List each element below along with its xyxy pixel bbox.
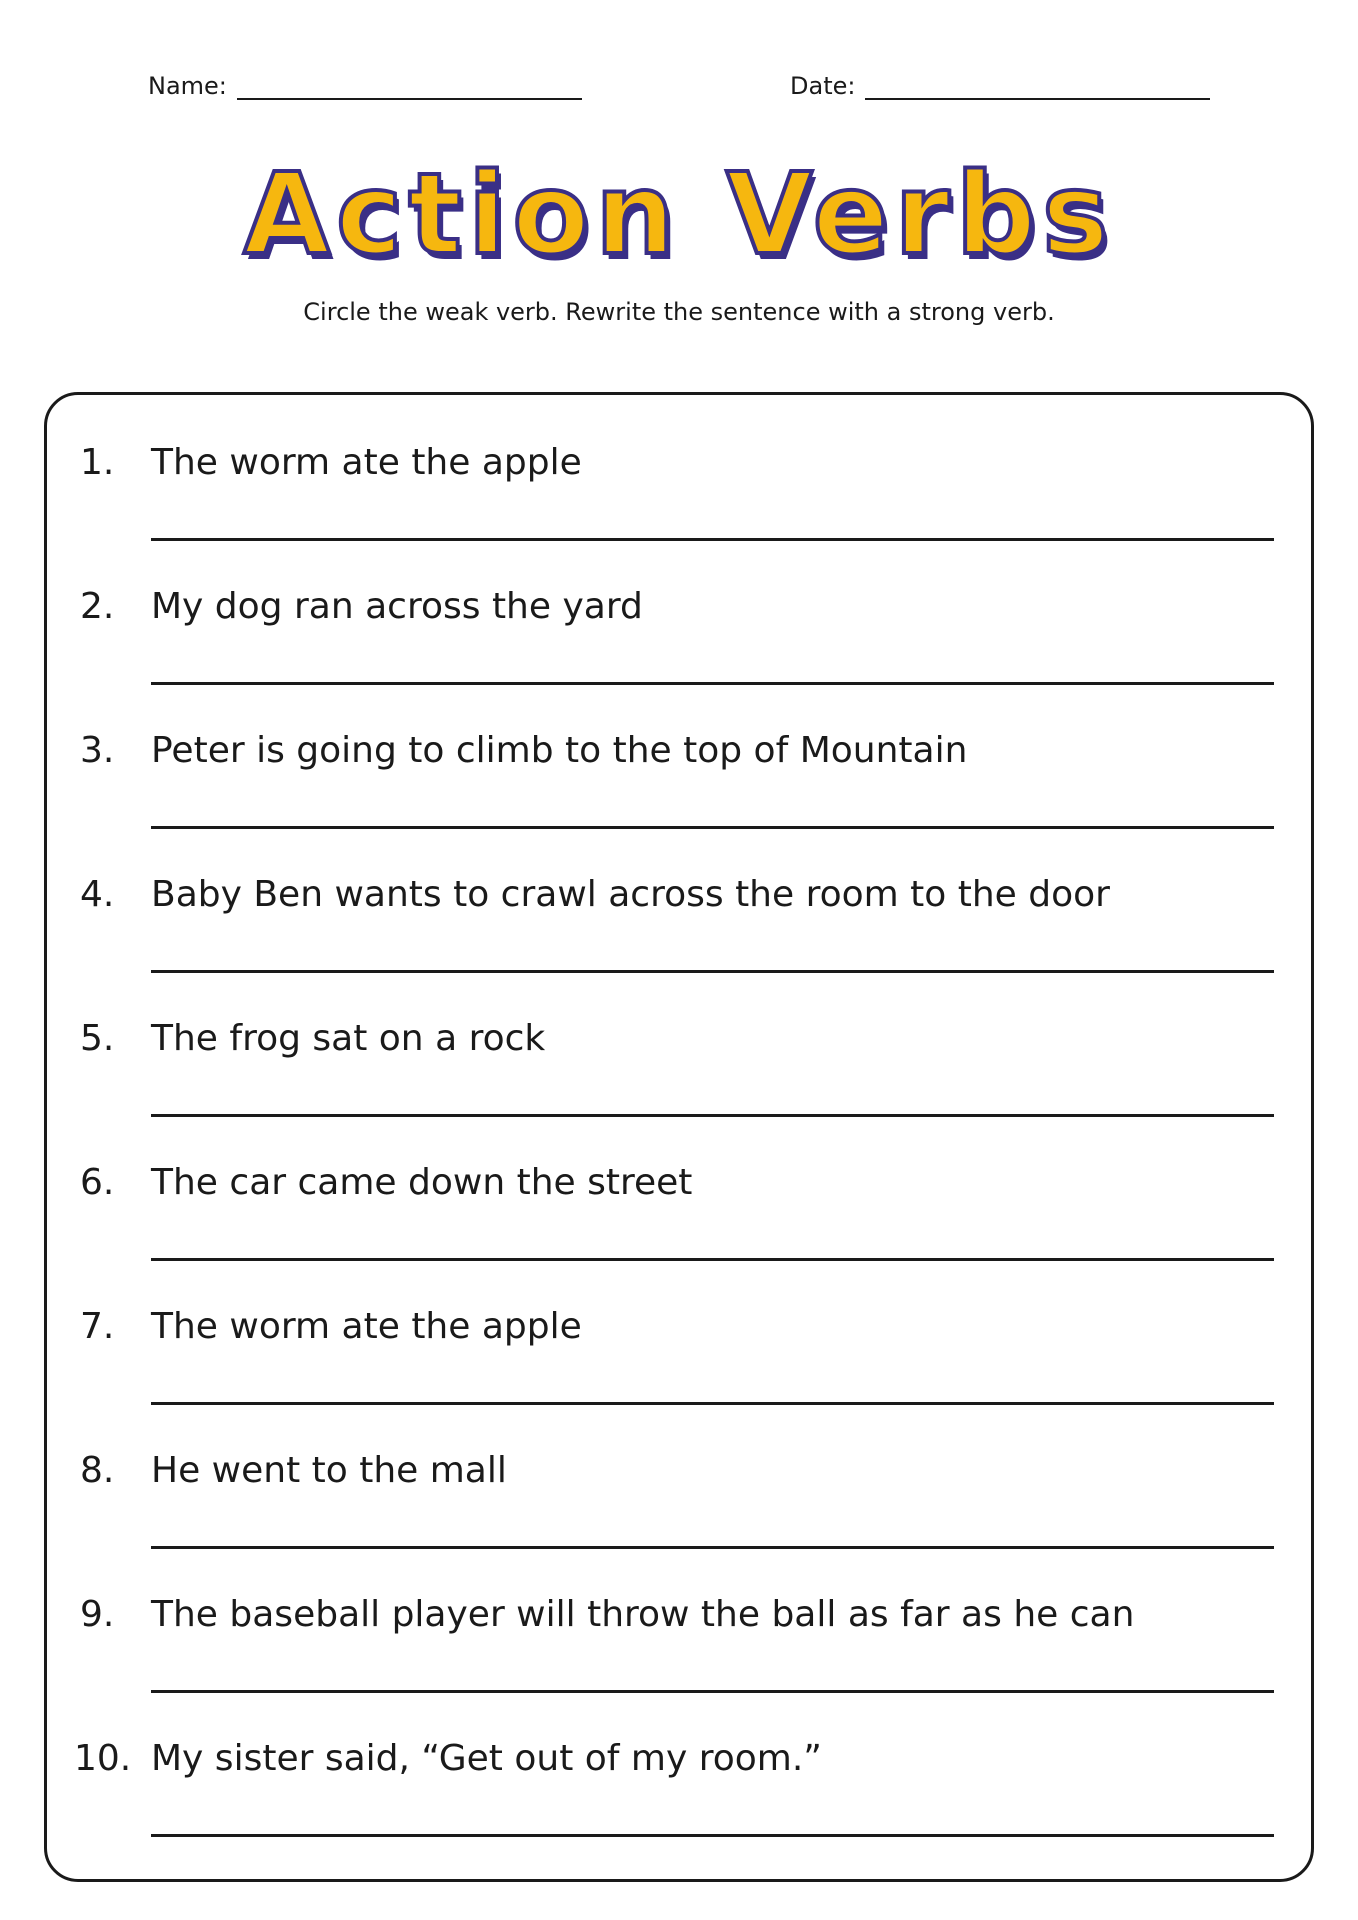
exercise-item: [44, 1420, 1314, 1564]
answer-line[interactable]: [151, 970, 1274, 973]
item-sentence: My dog ran across the yard: [151, 586, 643, 627]
item-sentence: The worm ate the apple: [151, 1306, 582, 1347]
worksheet-title: Action Verbs: [243, 150, 1115, 280]
instructions-text: Circle the weak verb. Rewrite the sentence with a strong verb.: [303, 298, 1055, 326]
answer-line[interactable]: [151, 1402, 1274, 1405]
date-blank-line[interactable]: [865, 74, 1210, 100]
item-sentence: Baby Ben wants to crawl across the room to the door: [151, 874, 1110, 915]
item-number: 8.: [80, 1450, 115, 1491]
item-number: 7.: [80, 1306, 115, 1347]
exercise-item: [44, 700, 1314, 844]
answer-line[interactable]: [151, 826, 1274, 829]
answer-line[interactable]: [151, 538, 1274, 541]
exercise-item: [44, 556, 1314, 700]
item-sentence: My sister said, “Get out of my room.”: [151, 1738, 822, 1779]
answer-line[interactable]: [151, 1258, 1274, 1261]
item-number: 1.: [80, 442, 115, 483]
item-number: 6.: [80, 1162, 115, 1203]
date-label: Date:: [790, 72, 856, 100]
exercise-item: [44, 844, 1314, 988]
exercise-item: [44, 1708, 1314, 1852]
answer-line[interactable]: [151, 1114, 1274, 1117]
answer-line[interactable]: [151, 682, 1274, 685]
name-label: Name:: [148, 72, 227, 100]
item-number: 5.: [80, 1018, 115, 1059]
item-number: 2.: [80, 586, 115, 627]
item-number: 10.: [74, 1738, 132, 1779]
answer-line[interactable]: [151, 1546, 1274, 1549]
item-sentence: The baseball player will throw the ball as far as he can: [151, 1594, 1135, 1635]
answer-line[interactable]: [151, 1690, 1274, 1693]
item-number: 9.: [80, 1594, 115, 1635]
item-number: 4.: [80, 874, 115, 915]
name-field: [148, 72, 582, 100]
exercise-item: [44, 988, 1314, 1132]
answer-line[interactable]: [151, 1834, 1274, 1837]
item-sentence: The worm ate the apple: [151, 442, 582, 483]
name-blank-line[interactable]: [237, 74, 582, 100]
exercise-item: [44, 412, 1314, 556]
item-sentence: He went to the mall: [151, 1450, 507, 1491]
date-field: [790, 72, 1210, 100]
exercise-item: [44, 1132, 1314, 1276]
item-sentence: The car came down the street: [151, 1162, 693, 1203]
exercise-item: [44, 1276, 1314, 1420]
item-sentence: Peter is going to climb to the top of Mountain: [151, 730, 968, 771]
item-number: 3.: [80, 730, 115, 771]
item-sentence: The frog sat on a rock: [151, 1018, 546, 1059]
exercise-item: [44, 1564, 1314, 1708]
